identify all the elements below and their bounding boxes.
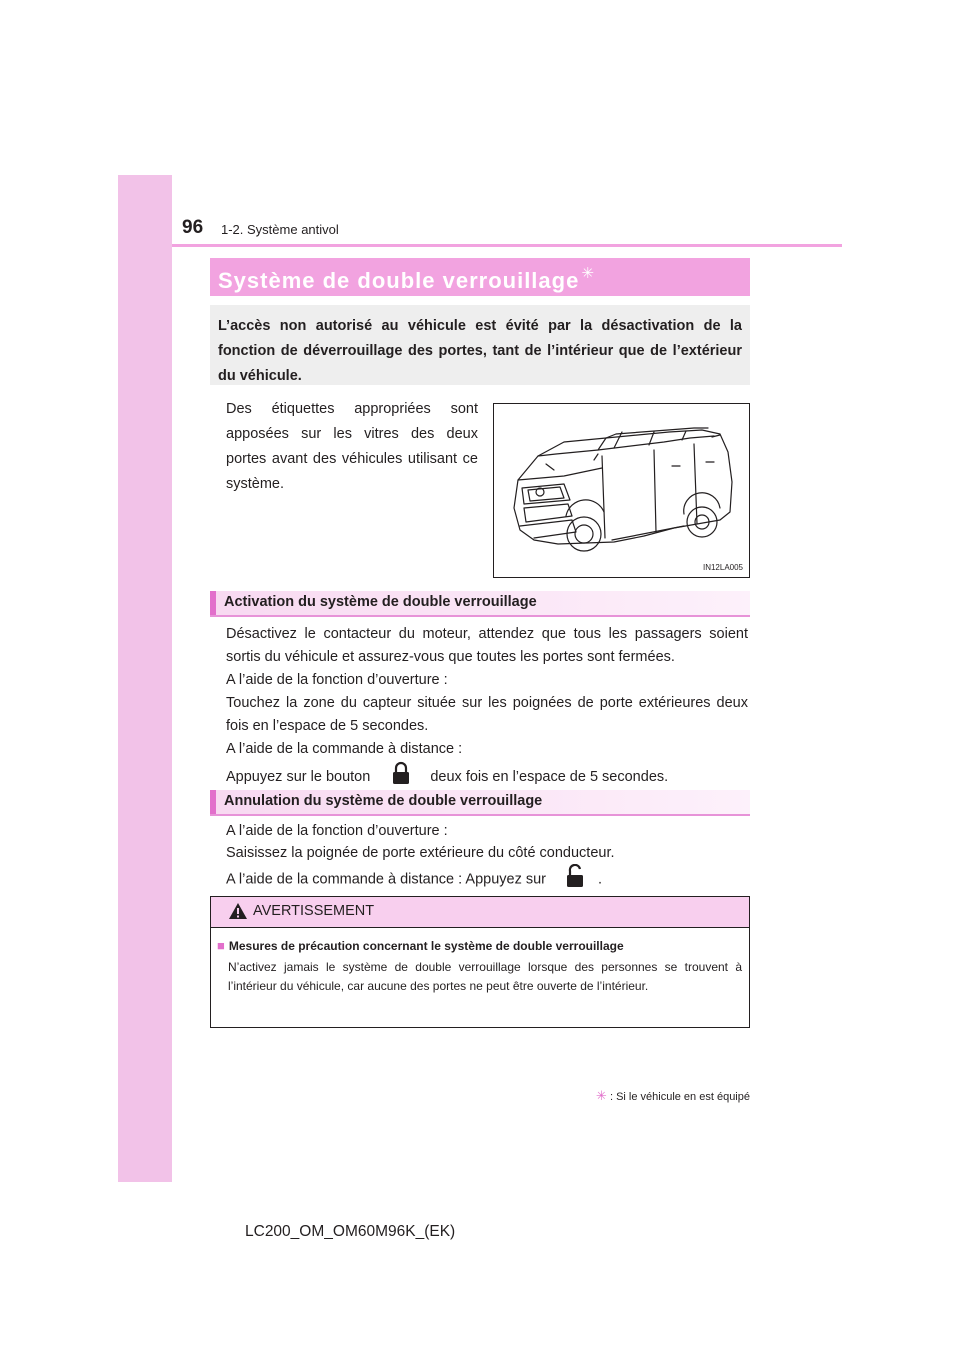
activation-press-suffix: deux fois en l’espace de 5 secondes. <box>430 768 669 785</box>
warning-item-heading <box>217 938 624 953</box>
cancellation-heading: Annulation du système de double verrouillage <box>224 793 543 809</box>
activation-para-2-line2: Touchez la zone du capteur située sur les poignées de porte extérieures deux fois en l’espace de 5 secondes. <box>226 695 748 734</box>
warning-item-body: N’activez jamais le système de double verrouillage lorsque des personnes se trouvent à l’intérieur du véhicule, car aucune des portes ne peut être ouverte de l’intérieur. <box>228 960 742 993</box>
footnote-star-icon: ✳ <box>596 1088 607 1103</box>
bullet-square-icon: ■ <box>217 938 225 953</box>
warning-item-heading-text: Mesures de précaution concernant le système de double verrouillage <box>228 939 624 953</box>
activation-para-1: Désactivez le contacteur du moteur, attendez que tous les passagers soient sortis du véhicule et assurez-vous que toutes les portes sont fermées. <box>226 626 748 665</box>
figure-code: IN12LA005 <box>702 563 743 572</box>
warning-header <box>211 897 749 928</box>
cancellation-line2: Saisissez la poignée de porte extérieure du côté conducteur. <box>226 845 615 861</box>
header-rule <box>172 244 842 247</box>
cancellation-line1: A l’aide de la fonction d’ouverture : <box>226 823 448 839</box>
lock-icon <box>390 761 412 793</box>
warning-triangle-icon <box>228 902 248 925</box>
activation-para-2-line1: A l’aide de la fonction d’ouverture : <box>226 672 448 688</box>
warning-title: AVERTISSEMENT <box>253 903 375 919</box>
page-number: 96 <box>182 217 204 238</box>
page-title-text: Système de double verrouillage <box>218 268 580 293</box>
cancellation-line3 <box>226 864 748 895</box>
side-band <box>118 175 172 1182</box>
heading-accent <box>210 790 216 814</box>
footer-code: LC200_OM_OM60M96K_(EK) <box>245 1223 456 1240</box>
suv-illustration-icon <box>494 404 749 577</box>
unlock-icon <box>564 864 586 895</box>
cancellation-press-suffix: . <box>598 871 603 888</box>
vehicle-figure <box>493 403 750 578</box>
activation-para-3 <box>226 738 748 793</box>
page-title-bar <box>210 258 750 296</box>
page-title <box>218 264 595 294</box>
activation-para-2 <box>226 669 748 738</box>
cancellation-press-text: A l’aide de la commande à distance : Appuyez sur <box>226 871 546 888</box>
footnote <box>596 1088 750 1104</box>
label-paragraph: Des étiquettes appropriées sont apposées sur les vitres des deux portes avant des véhicules utilisant ce système. <box>226 401 478 492</box>
section-label: 1-2. Système antivol <box>221 222 339 237</box>
activation-para-3-line2 <box>226 761 748 793</box>
activation-heading: Activation du système de double verrouillage <box>224 594 537 610</box>
activation-press-text: Appuyez sur le bouton <box>226 768 371 785</box>
activation-para-3-line1: A l’aide de la commande à distance : <box>226 741 463 757</box>
warning-box <box>210 896 750 1028</box>
heading-accent <box>210 591 216 615</box>
activation-heading-bar <box>210 591 750 617</box>
optional-star-icon: ✳ <box>581 265 595 282</box>
cancellation-text <box>226 820 748 895</box>
intro-box: L’accès non autorisé au véhicule est évité par la désactivation de la fonction de déverrouillage des portes, tant de l’intérieur que de l’extérieur du véhicule. <box>210 305 750 385</box>
footnote-text: : Si le véhicule en est équipé <box>609 1091 750 1103</box>
cancellation-heading-bar <box>210 790 750 816</box>
